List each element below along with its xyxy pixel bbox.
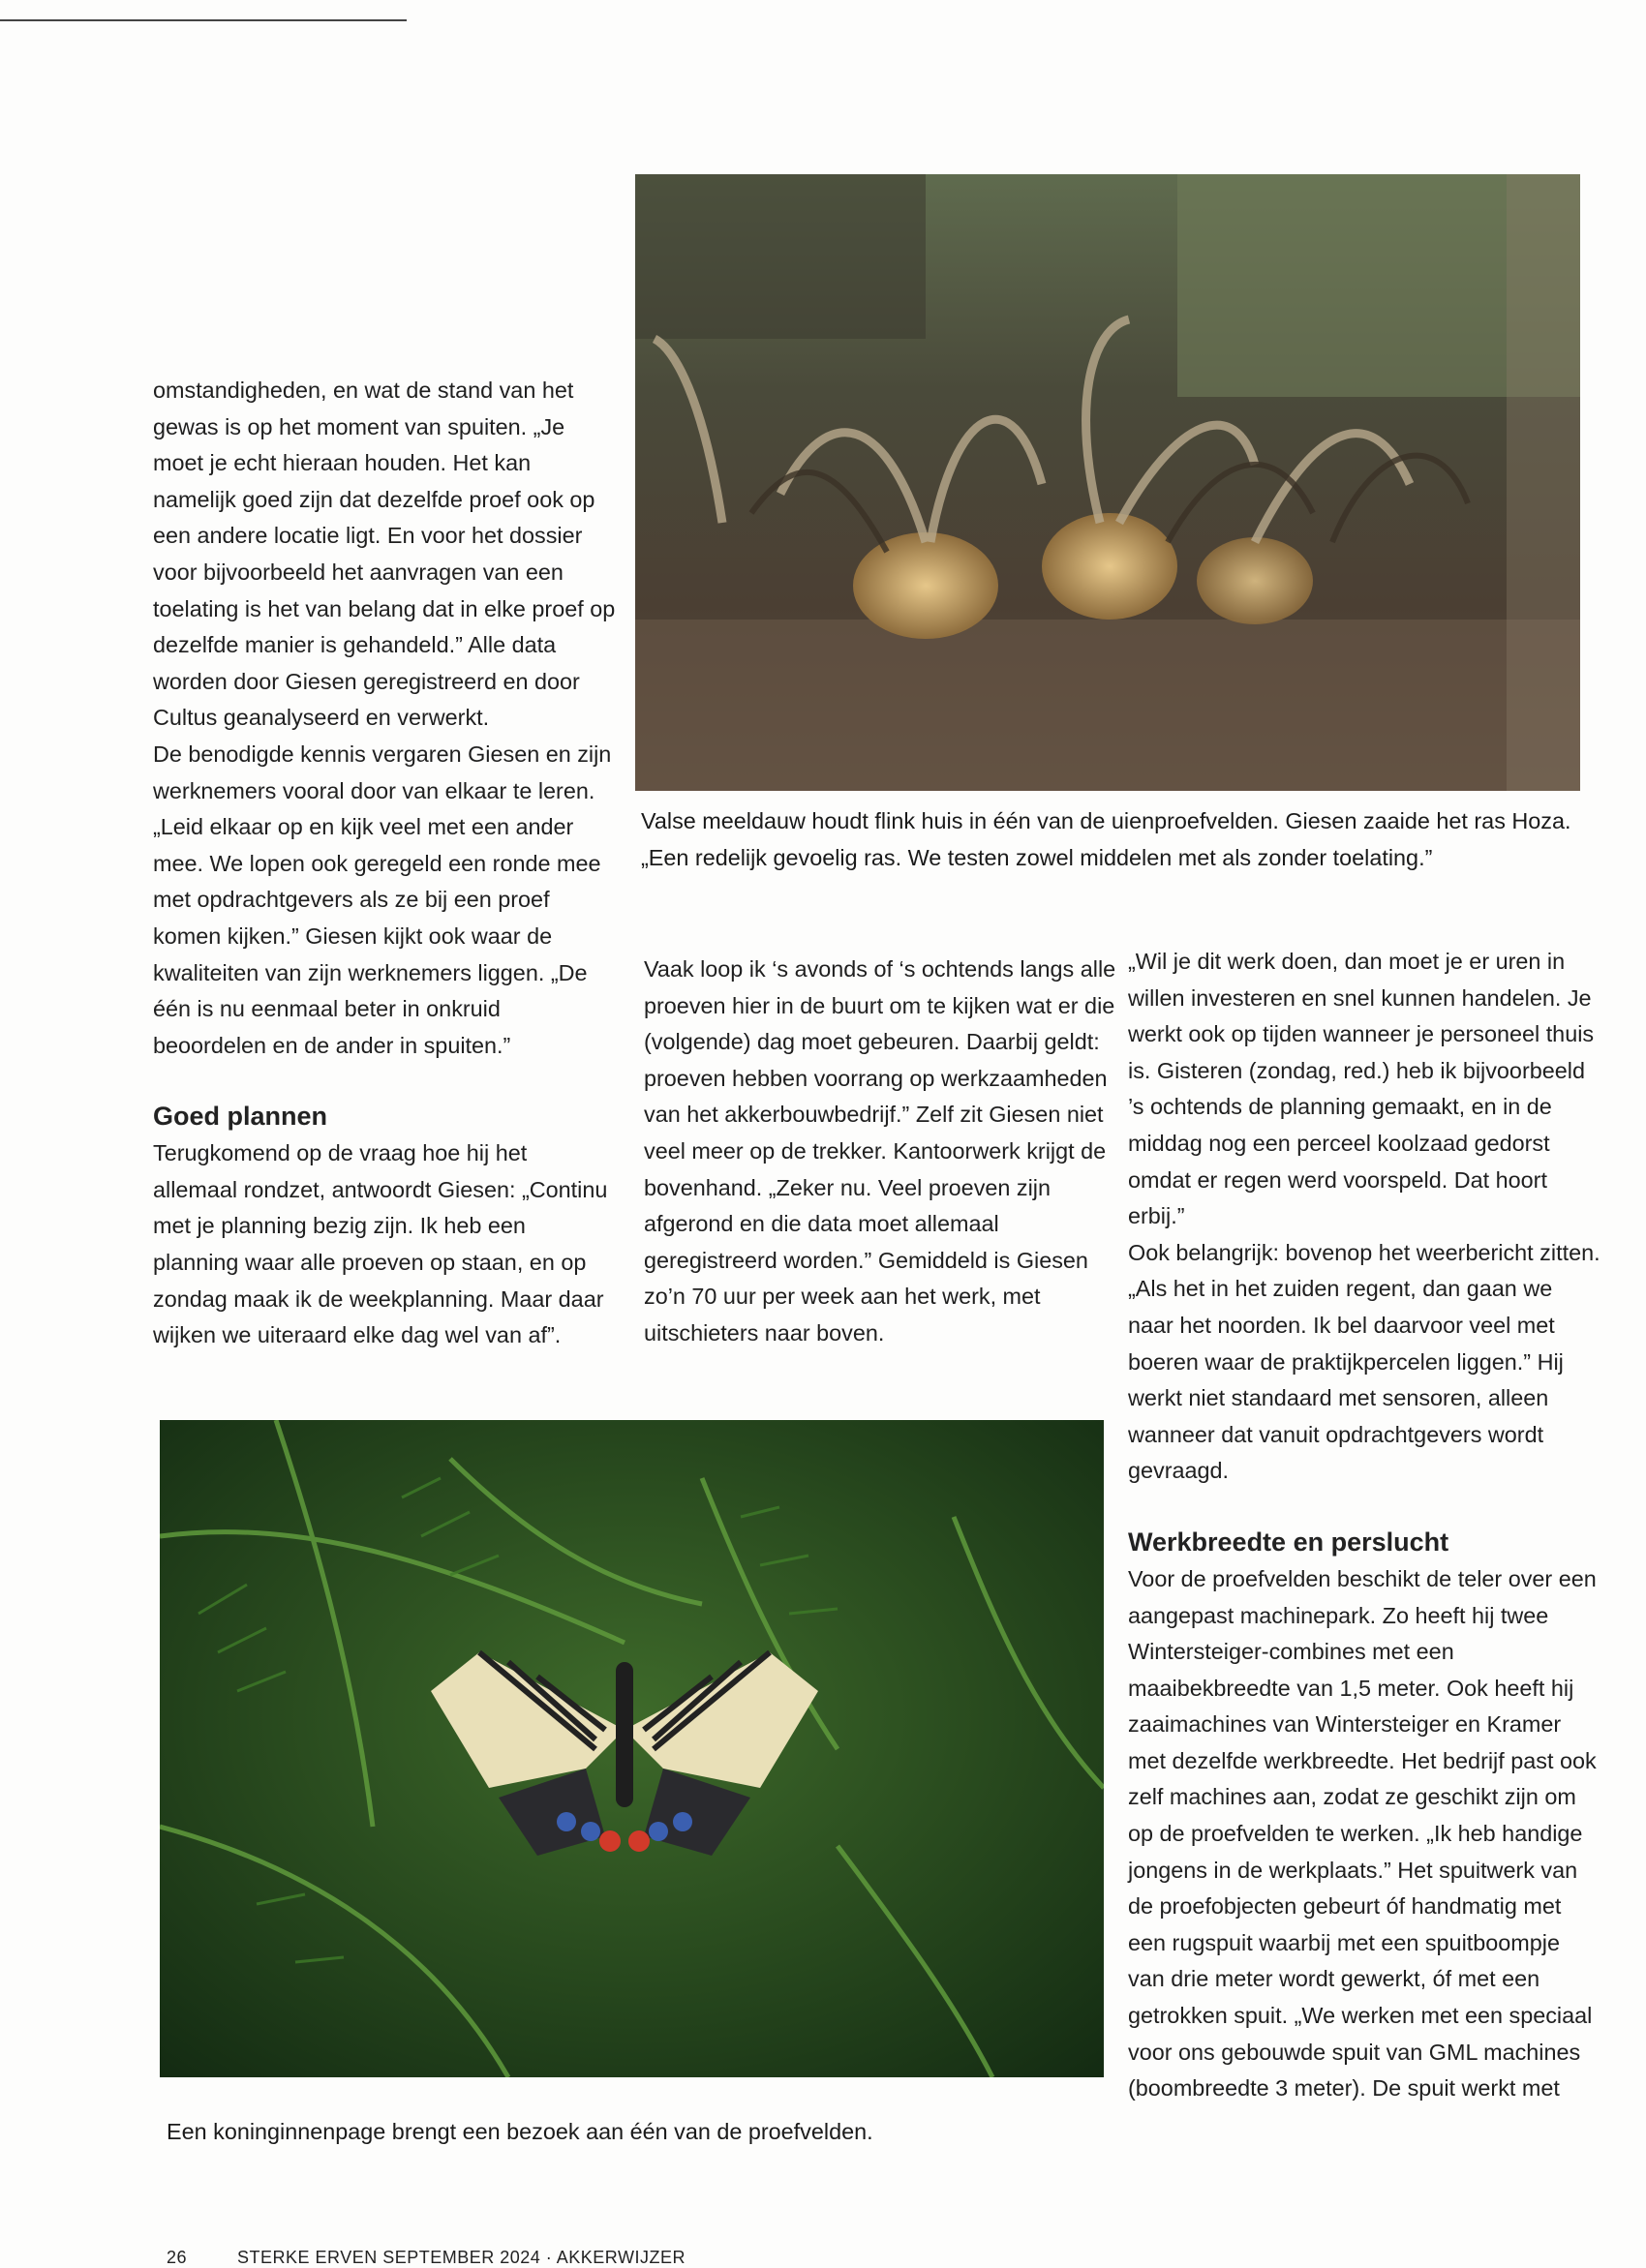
left-paragraph-2: De benodigde kennis vergaren Giesen en zijn werknemers vooral door van elkaar te leren. „Leid elkaar op en kijk veel met een ander mee. We lopen ook geregeld een ronde mee met opdrachtgevers als ze bij een proef komen kijken.” Giesen kijkt ook waar de kwaliteiten van zijn werknemers liggen. „De één is nu eenmaal beter in onkruid beoordelen en de ander in spuiten.” [153,741,612,1058]
left-paragraph-3: Terugkomend op de vraag hoe hij het allemaal rondzet, antwoordt Giesen: „Continu met je planning bezig zijn. Ik heb een planning waar alle proeven op staan, en op zondag maak ik de weekplanning. Maar daar wijken we uiteraard elke dag wel van af”. [153,1140,608,1348]
section-heading-goed-plannen: Goed plannen [153,1102,328,1132]
page-number: 26 [167,2248,188,2267]
section-heading-werkbreedte: Werkbreedte en perslucht [1128,1527,1449,1557]
left-column [153,373,616,1354]
right-paragraph-1: „Wil je dit werk doen, dan moet je er uren in willen investeren en snel kunnen handelen. Je werkt ook op tijden wanneer je personeel thuis is. Gisteren (zondag, red.) heb ik bijvoorbeeld ’s ochtends de planning gemaakt, en in de middag nog een perceel koolzaad gedorst omdat er regen werd voorspeld. Dat hoort erbij.” [1128,949,1595,1229]
middle-column [644,952,1118,1352]
top-rule [0,19,407,21]
onion-photo-caption: Valse meeldauw houdt flink huis in één van de uienproefvelden. Giesen zaaide het ras Hoza. „Een redelijk gevoelig ras. We testen zowel middelen met als zonder toelating.” [641,808,1571,870]
right-paragraph-3: Voor de proefvelden beschikt de teler over een aangepast machinepark. Zo heeft hij twee Wintersteiger-combines met een maaibekbreedte van 1,5 meter. Ook heeft hij zaaimachines van Wintersteiger en Kramer met dezelfde werkbreedte. Het bedrijf past ook zelf machines aan, zodat ze geschikt zijn om op de proefvelden te werken. „Ik heb handige jongens in de werkplaats.” Het spuitwerk van de proefobjecten gebeurt óf handmatig met een rugspuit waarbij met een spuitboompje van drie meter wordt gewerkt, óf met een getrokken spuit. „We werken met een speciaal voor ons gebouwde spuit van GML machines (boombreedte 3 meter). De spuit werkt met [1128,1565,1597,2102]
butterfly-photo-caption: Een koninginnenpage brengt een bezoek aan één van de proefvelden. [167,2119,873,2144]
onion-field-photo [635,174,1580,791]
magazine-footer: STERKE ERVEN SEPTEMBER 2024 · AKKERWIJZER [237,2248,686,2267]
right-paragraph-2: Ook belangrijk: bovenop het weerbericht zitten. „Als het in het zuiden regent, dan gaan we naar het noorden. Ik bel daarvoor veel met boeren waar de praktijkpercelen liggen.” Hij werkt niet standaard met sensoren, alleen wanneer dat vanuit opdrachtgevers wordt gevraagd. [1128,1239,1600,1484]
middle-paragraph-1: Vaak loop ik ‘s avonds of ‘s ochtends langs alle proeven hier in de buurt om te kijken wat er die (volgende) dag moet gebeuren. Daarbij geldt: proeven hebben voorrang op werkzaamheden van het akkerbouwbedrijf.” Zelf zit Giesen niet veel meer op de trekker. Kantoorwerk krijgt de bovenhand. „Zeker nu. Veel proeven zijn afgerond en die data moet allemaal geregistreerd worden.” Gemiddeld is Giesen zo’n 70 uur per week aan het werk, met uitschieters naar boven. [644,956,1116,1346]
left-paragraph-1: omstandigheden, en wat de stand van het gewas is op het moment van spuiten. „Je moet je echt hieraan houden. Het kan namelijk goed zijn dat dezelfde proef ook op een andere locatie ligt. En voor het dossier voor bijvoorbeeld het aanvragen van een toelating is het van belang dat in elke proef op dezelfde manier is gehandeld.” Alle data worden door Giesen geregistreerd en door Cultus geanalyseerd en verwerkt. [153,378,616,731]
right-column [1128,944,1602,2107]
butterfly-photo [160,1420,1104,2077]
